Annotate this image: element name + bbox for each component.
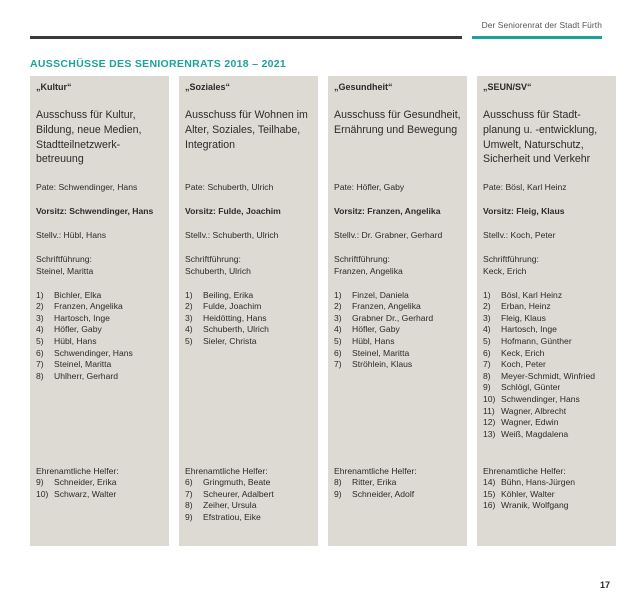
list-item [334,359,461,371]
list-item-number: 5) [185,335,193,346]
committee-chair: Vorsitz: Schwendinger, Hans [36,206,154,216]
list-item-number: 12) [483,417,496,428]
helper-list [334,477,461,500]
list-item [36,359,163,371]
list-item-number: 15) [483,488,496,499]
helpers-label: Ehrenamtliche Helfer: [185,465,268,476]
list-item-number: 2) [185,301,193,312]
list-item [334,477,461,489]
running-header: Der Seniorenrat der Stadt Fürth [481,20,602,30]
list-item [483,348,610,360]
helpers-label: Ehrenamtliche Helfer: [334,465,417,476]
list-item-number: 3) [483,312,491,323]
header-rule [30,36,462,39]
list-item-number: 2) [334,301,342,312]
list-item-name: Sieler, Christa [203,335,257,346]
list-item [36,313,163,325]
list-item-name: Bühn, Hans-Jürgen [501,477,576,488]
list-item-number: 14) [483,477,496,488]
member-list [483,290,610,466]
committee-name: „Soziales“ [185,82,231,92]
list-item-name: Schwarz, Walter [54,488,117,499]
list-item-number: 5) [334,335,342,346]
list-item-number: 10) [483,393,496,404]
list-item [334,336,461,348]
list-item-name: Höfler, Gaby [54,324,102,335]
list-item [185,336,312,348]
list-item-name: Grabner Dr., Gerhard [352,312,434,323]
list-item-number: 8) [334,477,342,488]
list-item-name: Hübl, Hans [54,335,97,346]
list-item-name: Wranik, Wolfgang [501,500,569,511]
list-item [185,301,312,313]
secretary-label: Schriftführung: [334,254,390,264]
list-item [483,500,610,512]
list-item-name: Erban, Heinz [501,301,551,312]
header-accent-rule [472,36,602,39]
committee-description: Ausschuss für Kultur, Bildung, neue Medien, Stadtteilnetzwerk-betreuung [36,109,142,166]
list-item-name: Weiß, Magdalena [501,428,569,439]
list-item-name: Efstratiou, Eike [203,511,261,522]
list-item-number: 8) [36,370,44,381]
list-item-name: Schwendinger, Hans [54,347,133,358]
helpers-label: Ehrenamtliche Helfer: [36,465,119,476]
list-item-name: Schwendinger, Hans [501,393,580,404]
committee-description: Ausschuss für Gesundheit, Ernährung und Bewegung [334,109,461,136]
list-item-name: Schuberth, Ulrich [203,324,269,335]
list-item [483,290,610,302]
list-item-number: 7) [36,359,44,370]
list-item [483,359,610,371]
list-item-number: 1) [483,289,491,300]
list-item-name: Bösl, Karl Heinz [501,289,563,300]
secretary-label: Schriftführung: [185,254,241,264]
page-title: AUSSCHÜSSE DES SENIORENRATS 2018 – 2021 [30,58,287,70]
list-item [334,324,461,336]
list-item-name: Hofmann, Günther [501,335,572,346]
list-item-name: Franzen, Angelika [352,301,421,312]
committee-pate: Pate: Schwendinger, Hans [36,182,138,192]
list-item-name: Finzel, Daniela [352,289,409,300]
committee-name: „SEUN/SV“ [483,82,532,92]
list-item-name: Hübl, Hans [352,335,395,346]
list-item-name: Beiling, Erika [203,289,254,300]
list-item-number: 1) [36,289,44,300]
committee-deputy: Stellv.: Dr. Grabner, Gerhard [334,230,443,240]
committee-column [328,76,467,546]
list-item-number: 13) [483,428,496,439]
committee-column [30,76,169,546]
list-item-number: 11) [483,405,495,416]
list-item-name: Schneider, Adolf [352,488,415,499]
list-item [334,290,461,302]
list-item [483,324,610,336]
list-item [36,348,163,360]
list-item-name: Wagner, Albrecht [501,405,567,416]
list-item-name: Steinel, Maritta [54,359,112,370]
secretary-label: Schriftführung: [36,254,92,264]
list-item [36,324,163,336]
page-number: 17 [599,580,610,590]
committee-name: „Gesundheit“ [334,82,393,92]
committee-column [477,76,616,546]
list-item-number: 6) [36,347,44,358]
list-item-number: 6) [334,347,342,358]
secretary-name: Franzen, Angelika [334,265,403,276]
list-item-number: 2) [483,301,491,312]
list-item [185,313,312,325]
list-item-number: 6) [483,347,491,358]
list-item-number: 4) [36,324,44,335]
secretary-name: Keck, Erich [483,265,527,276]
list-item [483,394,610,406]
committee-column [179,76,318,546]
committee-description: Ausschuss für Wohnen im Alter, Soziales, Teilhabe, Integration [185,109,308,151]
helpers-label: Ehrenamtliche Helfer: [483,465,566,476]
committee-pate: Pate: Schuberth, Ulrich [185,182,274,192]
list-item-number: 7) [185,488,193,499]
secretary-name: Steinel, Maritta [36,265,94,276]
committee-deputy: Stellv.: Schuberth, Ulrich [185,230,279,240]
list-item [483,382,610,394]
list-item-number: 5) [483,335,491,346]
list-item-number: 9) [36,477,44,488]
list-item [185,512,312,524]
list-item-number: 3) [334,312,342,323]
member-list [334,290,461,466]
list-item [334,489,461,501]
list-item-number: 2) [36,301,44,312]
list-item-name: Keck, Erich [501,347,545,358]
list-item-name: Gringmuth, Beate [203,477,271,488]
list-item [483,417,610,429]
list-item-name: Hartosch, Inge [501,324,557,335]
list-item [185,324,312,336]
list-item-number: 10) [36,488,49,499]
list-item-name: Fulde, Joachim [203,301,262,312]
list-item [483,477,610,489]
list-item [185,500,312,512]
list-item-name: Hartosch, Inge [54,312,110,323]
list-item [185,290,312,302]
list-item-name: Bichler, Elka [54,289,102,300]
list-item-name: Fleig, Klaus [501,312,546,323]
list-item [185,477,312,489]
list-item-name: Uhlherr, Gerhard [54,370,119,381]
list-item [36,371,163,383]
list-item-name: Meyer-Schmidt, Winfried [501,370,596,381]
list-item-name: Koch, Peter [501,359,546,370]
committee-chair: Vorsitz: Fleig, Klaus [483,206,565,216]
secretary-label: Schriftführung: [483,254,539,264]
list-item-name: Zeiher, Ursula [203,500,257,511]
committee-deputy: Stellv.: Koch, Peter [483,230,556,240]
list-item-number: 4) [483,324,491,335]
committee-deputy: Stellv.: Hübl, Hans [36,230,107,240]
member-list [36,290,163,466]
member-list [185,290,312,466]
list-item-number: 1) [334,289,342,300]
list-item-number: 9) [185,511,193,522]
list-item [483,301,610,313]
list-item-number: 3) [36,312,44,323]
committee-name: „Kultur“ [36,82,72,92]
list-item-number: 9) [334,488,342,499]
list-item-number: 5) [36,335,44,346]
list-item-number: 3) [185,312,193,323]
list-item-number: 8) [483,370,491,381]
list-item [36,489,163,501]
list-item-name: Scheurer, Adalbert [203,488,274,499]
list-item-number: 7) [334,359,342,370]
list-item [483,313,610,325]
list-item [483,336,610,348]
list-item-number: 8) [185,500,193,511]
list-item-number: 7) [483,359,491,370]
list-item [36,290,163,302]
list-item [334,301,461,313]
committee-pate: Pate: Höfler, Gaby [334,182,405,192]
list-item [483,371,610,383]
list-item-number: 4) [185,324,193,335]
list-item [483,429,610,441]
list-item-name: Franzen, Angelika [54,301,123,312]
committee-pate: Pate: Bösl, Karl Heinz [483,182,567,192]
committee-chair: Vorsitz: Fulde, Joachim [185,206,281,216]
committee-description: Ausschuss für Stadt-planung u. -entwicklung, Umwelt, Naturschutz, Sicherheit und Verkehr [483,109,598,166]
list-item [36,301,163,313]
list-item-name: Wagner, Edwin [501,417,559,428]
list-item [483,489,610,501]
helper-list [36,477,163,500]
helper-list [483,477,610,512]
list-item [334,313,461,325]
list-item-name: Ritter, Erika [352,477,397,488]
list-item-number: 16) [483,500,496,511]
list-item-number: 9) [483,382,491,393]
list-item [36,477,163,489]
list-item [334,348,461,360]
list-item-name: Steinel, Maritta [352,347,410,358]
list-item-name: Höfler, Gaby [352,324,400,335]
list-item [483,406,610,418]
committee-chair: Vorsitz: Franzen, Angelika [334,206,441,216]
list-item [185,489,312,501]
list-item-number: 4) [334,324,342,335]
list-item-name: Schlögl, Günter [501,382,561,393]
list-item-number: 6) [185,477,193,488]
list-item [36,336,163,348]
list-item-number: 1) [185,289,193,300]
helper-list [185,477,312,523]
list-item-name: Köhler, Walter [501,488,555,499]
secretary-name: Schuberth, Ulrich [185,265,251,276]
list-item-name: Ströhlein, Klaus [352,359,413,370]
list-item-name: Heidötting, Hans [203,312,267,323]
list-item-name: Schneider, Erika [54,477,117,488]
